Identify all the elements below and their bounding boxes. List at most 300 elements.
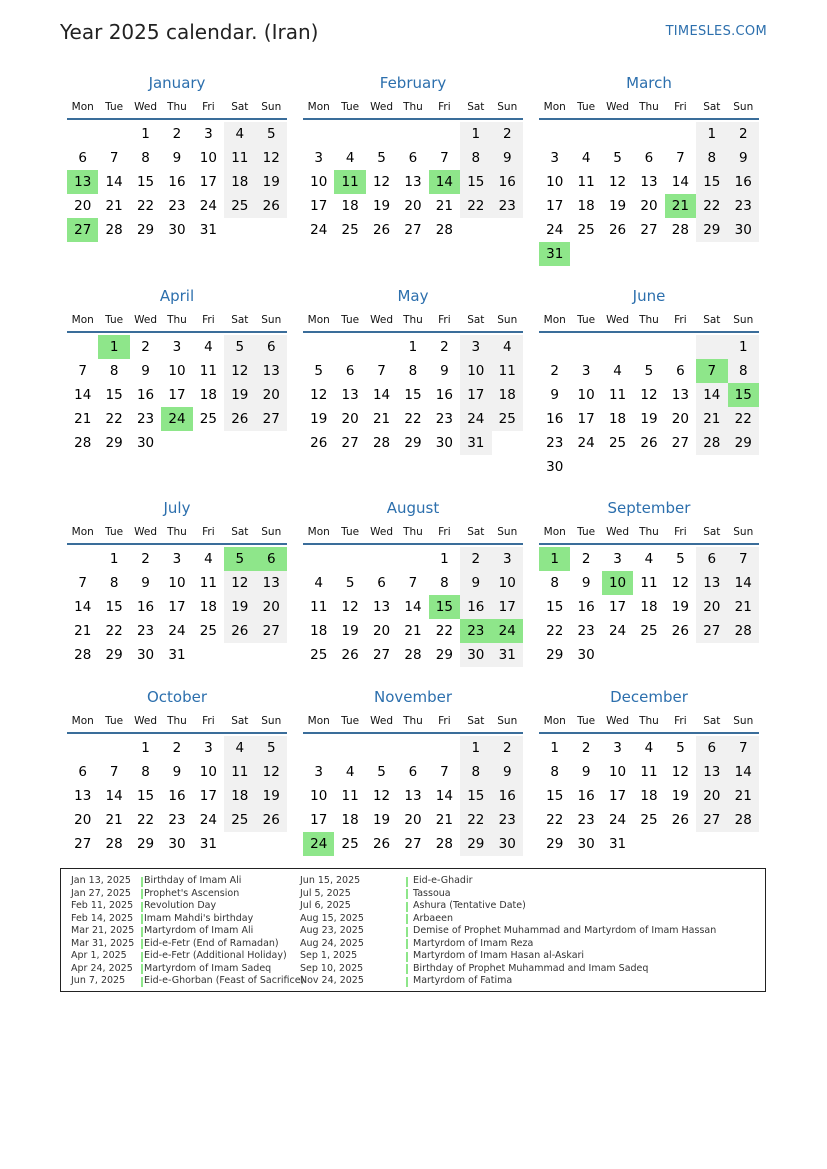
day-cell: 9 [141,363,150,379]
day-cell: 8 [109,575,119,591]
weekday-label: Tue [105,314,124,326]
holiday-marker [406,939,408,949]
day-cell: 18 [224,784,255,808]
day-cell: 20 [696,595,727,619]
day-cell: 18 [199,599,217,615]
day-cell: 22 [546,623,564,639]
weekday-header [539,309,759,333]
day-cell: 7 [78,363,87,379]
holiday-marker [406,927,408,937]
empty-cell [256,643,287,667]
day-cell: 29 [404,435,422,451]
day-cell: 29 [728,431,759,455]
empty-cell [602,335,633,359]
day-cell: 26 [341,647,359,663]
holiday-name: Eid-e-Fetr (Additional Holiday) [144,950,287,961]
weekday-header [67,710,287,734]
empty-cell [728,832,759,856]
day-cell: 30 [577,836,595,852]
day-cell: 13 [256,359,287,383]
empty-cell [366,547,397,571]
day-cell: 13 [74,788,92,804]
day-cell: 16 [168,174,186,190]
empty-cell [98,122,129,146]
day-cell: 6 [78,150,87,166]
weekday-label: Mon [307,526,330,538]
day-cell: 7 [377,363,386,379]
holiday-name: Arbaeen [413,912,453,924]
weekday-label: Sun [733,101,754,113]
empty-cell [161,431,192,455]
day-cell: 22 [105,623,123,639]
weekday-header [539,710,759,734]
day-cell: 5 [256,736,287,760]
day-cell: 15 [404,387,422,403]
day-cell: 4 [492,335,523,359]
empty-cell [633,242,664,266]
day-cell: 8 [141,764,150,780]
empty-cell [67,335,98,359]
day-cell: 28 [74,647,92,663]
weekday-label: Wed [606,314,629,326]
empty-cell [665,832,696,856]
holiday-name: Martyrdom of Imam Hasan al-Askari [413,950,585,961]
day-cell: 10 [460,359,491,383]
holiday-day-cell: 21 [665,194,696,218]
day-cell: 26 [372,222,391,238]
day-cell: 26 [608,222,627,238]
weekday-label: Tue [341,715,360,727]
day-cell: 17 [546,198,564,214]
weekday-label: Fri [674,101,687,113]
month-october [67,684,287,856]
day-cell: 20 [404,198,422,214]
day-cell: 27 [256,619,287,643]
empty-cell [193,431,224,455]
day-cell: 17 [310,198,328,214]
day-cell: 11 [199,575,217,591]
day-cell: 17 [492,595,523,619]
holiday-marker [141,964,143,974]
empty-cell [728,242,759,266]
day-grid [539,122,759,266]
weekday-label: Sat [231,101,249,113]
empty-cell [303,736,334,760]
holiday-date: Mar 21, 2025 [71,925,135,936]
day-cell: 11 [199,363,217,379]
day-cell: 1 [460,736,491,760]
empty-cell [224,218,255,242]
weekday-label: Sat [467,526,485,538]
weekday-header [539,96,759,120]
holiday-date: Feb 11, 2025 [71,900,134,911]
day-cell: 3 [172,339,182,355]
empty-cell [334,335,365,359]
day-cell: 30 [460,643,491,667]
empty-cell [633,455,664,479]
weekday-label: Sun [261,101,282,113]
holiday-date: Apr 1, 2025 [71,950,127,961]
day-cell: 16 [136,387,155,403]
day-cell: 3 [204,126,213,142]
day-cell: 6 [408,150,418,166]
day-cell: 4 [204,339,213,355]
site-link[interactable]: TIMESLES.COM [665,24,767,39]
holiday-date: Jun 7, 2025 [71,975,126,986]
day-cell: 19 [310,411,328,427]
day-cell: 12 [256,760,287,784]
holiday-name: Eid-e-Ghorban (Feast of Sacrifice) [144,975,305,986]
day-cell: 27 [341,435,359,451]
weekday-label: Wed [606,715,629,727]
day-cell: 23 [492,808,523,832]
day-cell: 18 [640,599,658,615]
day-cell: 27 [372,647,391,663]
day-cell: 14 [372,387,391,403]
empty-cell [602,455,633,479]
day-cell: 12 [671,764,689,780]
day-cell: 17 [460,383,491,407]
day-cell: 26 [256,808,287,832]
weekday-label: Tue [577,715,596,727]
day-cell: 25 [640,812,658,828]
day-cell: 19 [256,170,287,194]
day-cell: 28 [372,435,391,451]
day-cell: 19 [372,812,391,828]
day-cell: 29 [460,832,491,856]
day-cell: 12 [224,571,255,595]
day-cell: 16 [492,784,523,808]
empty-cell [665,335,696,359]
day-cell: 7 [440,764,449,780]
month-november [303,684,523,856]
empty-cell [366,335,397,359]
day-cell: 14 [435,788,453,804]
day-cell: 13 [671,387,689,403]
weekday-label: Sat [231,715,249,727]
holiday-marker [141,902,143,912]
empty-cell [570,335,601,359]
day-cell: 30 [136,435,155,451]
day-cell: 27 [256,407,287,431]
day-cell: 1 [460,122,491,146]
holiday-date: Jan 27, 2025 [71,887,131,899]
day-cell: 16 [492,170,523,194]
day-cell: 20 [256,595,287,619]
weekday-label: Wed [134,314,157,326]
day-cell: 7 [676,150,685,166]
weekday-label: Thu [403,101,423,113]
day-cell: 17 [608,788,627,804]
day-cell: 28 [728,619,759,643]
day-cell: 16 [136,599,155,615]
day-cell: 14 [74,599,92,615]
day-cell: 14 [105,788,123,804]
day-cell: 24 [546,222,564,238]
weekday-label: Mon [307,101,330,113]
day-cell: 12 [671,575,689,591]
day-cell: 27 [74,836,92,852]
holiday-date: Sep 1, 2025 [300,950,358,961]
day-cell: 8 [440,575,449,591]
day-cell: 5 [377,150,386,166]
empty-cell [665,455,696,479]
day-cell: 3 [492,547,523,571]
empty-cell [256,832,287,856]
holiday-day-cell: 7 [696,359,727,383]
weekday-label: Mon [71,101,94,113]
month-june [539,283,759,479]
day-cell: 5 [377,764,386,780]
day-cell: 10 [168,363,186,379]
holiday-date: Jun 15, 2025 [300,875,361,886]
day-cell: 22 [404,411,422,427]
day-cell: 19 [341,623,359,639]
day-cell: 25 [608,435,627,451]
weekday-label: Tue [105,526,124,538]
day-cell: 4 [613,363,622,379]
day-cell: 30 [136,647,155,663]
page-title: Year 2025 calendar. (Iran) [60,20,319,44]
holiday-name: Martyrdom of Fatima [413,975,513,986]
weekday-label: Thu [403,715,423,727]
day-cell: 18 [492,383,523,407]
day-cell: 28 [671,222,689,238]
day-cell: 19 [671,599,689,615]
day-cell: 30 [546,459,564,475]
day-grid [67,335,287,455]
day-cell: 9 [460,571,491,595]
day-cell: 6 [696,736,727,760]
weekday-label: Fri [202,314,215,326]
month-february [303,70,523,242]
day-cell: 2 [550,363,559,379]
month-name: July [163,499,191,517]
day-cell: 4 [224,736,255,760]
day-cell: 21 [74,623,92,639]
weekday-label: Fri [674,715,687,727]
empty-cell [728,455,759,479]
day-cell: 14 [728,760,759,784]
weekday-label: Thu [639,526,659,538]
day-cell: 17 [577,411,595,427]
day-cell: 12 [608,174,627,190]
holiday-day-cell: 31 [539,242,570,266]
day-cell: 21 [728,784,759,808]
day-cell: 4 [345,764,355,780]
day-cell: 16 [435,387,453,403]
weekday-header [67,96,287,120]
day-cell: 24 [199,198,217,214]
day-cell: 6 [78,764,87,780]
day-cell: 13 [404,788,422,804]
month-may [303,283,523,455]
day-cell: 13 [341,387,359,403]
day-cell: 18 [199,387,217,403]
weekday-label: Wed [370,314,393,326]
holiday-date: Nov 24, 2025 [300,975,364,986]
weekday-label: Mon [543,715,566,727]
empty-cell [665,122,696,146]
day-cell: 17 [199,788,217,804]
day-cell: 21 [435,812,453,828]
day-cell: 11 [640,575,658,591]
empty-cell [665,242,696,266]
day-grid [303,547,523,667]
holiday-date: Sep 10, 2025 [300,962,364,974]
day-cell: 20 [696,784,727,808]
day-cell: 29 [546,647,564,663]
day-cell: 2 [172,126,182,142]
day-cell: 9 [440,363,449,379]
day-cell: 5 [224,335,255,359]
day-cell: 17 [168,599,186,615]
day-cell: 2 [440,339,449,355]
day-cell: 23 [136,623,155,639]
day-cell: 2 [172,740,182,756]
empty-cell [633,335,664,359]
day-cell: 7 [440,150,449,166]
day-cell: 6 [676,363,685,379]
empty-cell [397,736,428,760]
day-cell: 22 [696,194,727,218]
day-cell: 15 [696,170,727,194]
day-cell: 23 [577,812,595,828]
day-cell: 28 [105,836,123,852]
weekday-label: Wed [134,526,157,538]
day-cell: 11 [224,760,255,784]
day-cell: 11 [224,146,255,170]
day-cell: 11 [640,764,658,780]
empty-cell [696,832,727,856]
holiday-marker [406,877,408,887]
day-cell: 11 [608,387,627,403]
day-cell: 21 [372,411,391,427]
day-cell: 28 [404,647,422,663]
month-name: April [159,287,195,305]
day-cell: 2 [728,122,759,146]
day-cell: 11 [492,359,523,383]
weekday-label: Fri [438,715,451,727]
weekday-label: Sun [733,526,754,538]
day-cell: 8 [408,363,418,379]
month-name: February [379,74,447,92]
day-cell: 17 [168,387,186,403]
day-cell: 15 [105,599,123,615]
weekday-label: Sat [231,314,249,326]
holiday-marker [141,889,143,899]
day-cell: 21 [404,623,422,639]
holiday-date: Jan 13, 2025 [71,875,131,886]
empty-cell [303,122,334,146]
day-cell: 21 [435,198,453,214]
weekday-header [67,521,287,545]
day-grid [539,547,759,667]
day-cell: 24 [199,812,217,828]
weekday-label: Fri [202,526,215,538]
day-grid [67,122,287,242]
day-cell: 22 [546,812,564,828]
empty-cell [633,832,664,856]
day-cell: 7 [728,736,759,760]
day-cell: 13 [640,174,658,190]
weekday-label: Tue [577,526,596,538]
weekday-label: Thu [403,526,423,538]
holiday-day-cell: 11 [334,170,365,194]
weekday-label: Thu [167,715,187,727]
day-cell: 13 [696,760,727,784]
month-april [67,283,287,455]
day-cell: 20 [671,411,689,427]
weekday-label: Thu [639,101,659,113]
weekday-label: Wed [370,526,393,538]
holiday-name: Prophet's Ascension [144,887,240,899]
day-cell: 1 [728,335,759,359]
day-cell: 8 [141,150,150,166]
day-cell: 10 [199,764,217,780]
day-cell: 29 [105,435,123,451]
day-cell: 20 [74,812,92,828]
day-cell: 26 [640,435,658,451]
day-cell: 9 [172,764,182,780]
day-cell: 27 [696,619,727,643]
day-cell: 29 [136,836,155,852]
day-cell: 6 [408,764,418,780]
holiday-date: Aug 15, 2025 [300,912,364,924]
month-name: September [607,499,691,517]
empty-cell [303,335,334,359]
day-cell: 29 [136,222,155,238]
day-cell: 4 [644,551,654,567]
day-cell: 23 [546,435,564,451]
day-cell: 22 [435,623,453,639]
day-cell: 4 [345,150,355,166]
month-name: June [632,287,666,305]
day-grid [303,122,523,242]
weekday-label: Wed [606,526,629,538]
day-cell: 15 [546,599,564,615]
day-cell: 17 [310,812,328,828]
empty-cell [67,736,98,760]
holiday-day-cell: 5 [224,547,255,571]
empty-cell [334,547,365,571]
holiday-day-cell: 1 [98,335,129,359]
weekday-label: Sun [497,101,518,113]
day-cell: 3 [581,363,591,379]
day-cell: 8 [550,575,559,591]
empty-cell [570,122,601,146]
day-cell: 16 [577,788,595,804]
month-name: October [146,688,208,706]
day-cell: 29 [105,647,123,663]
day-cell: 25 [577,222,595,238]
day-cell: 19 [671,788,689,804]
empty-cell [539,122,570,146]
day-cell: 2 [141,339,150,355]
day-cell: 19 [224,383,255,407]
day-cell: 28 [435,222,453,238]
day-cell: 25 [224,194,255,218]
day-cell: 27 [640,222,658,238]
day-cell: 30 [435,435,453,451]
day-cell: 24 [460,407,491,431]
weekday-label: Sun [261,526,282,538]
day-cell: 3 [314,150,323,166]
month-march [539,70,759,266]
empty-cell [570,242,601,266]
day-cell: 16 [168,788,186,804]
day-cell: 26 [310,435,328,451]
